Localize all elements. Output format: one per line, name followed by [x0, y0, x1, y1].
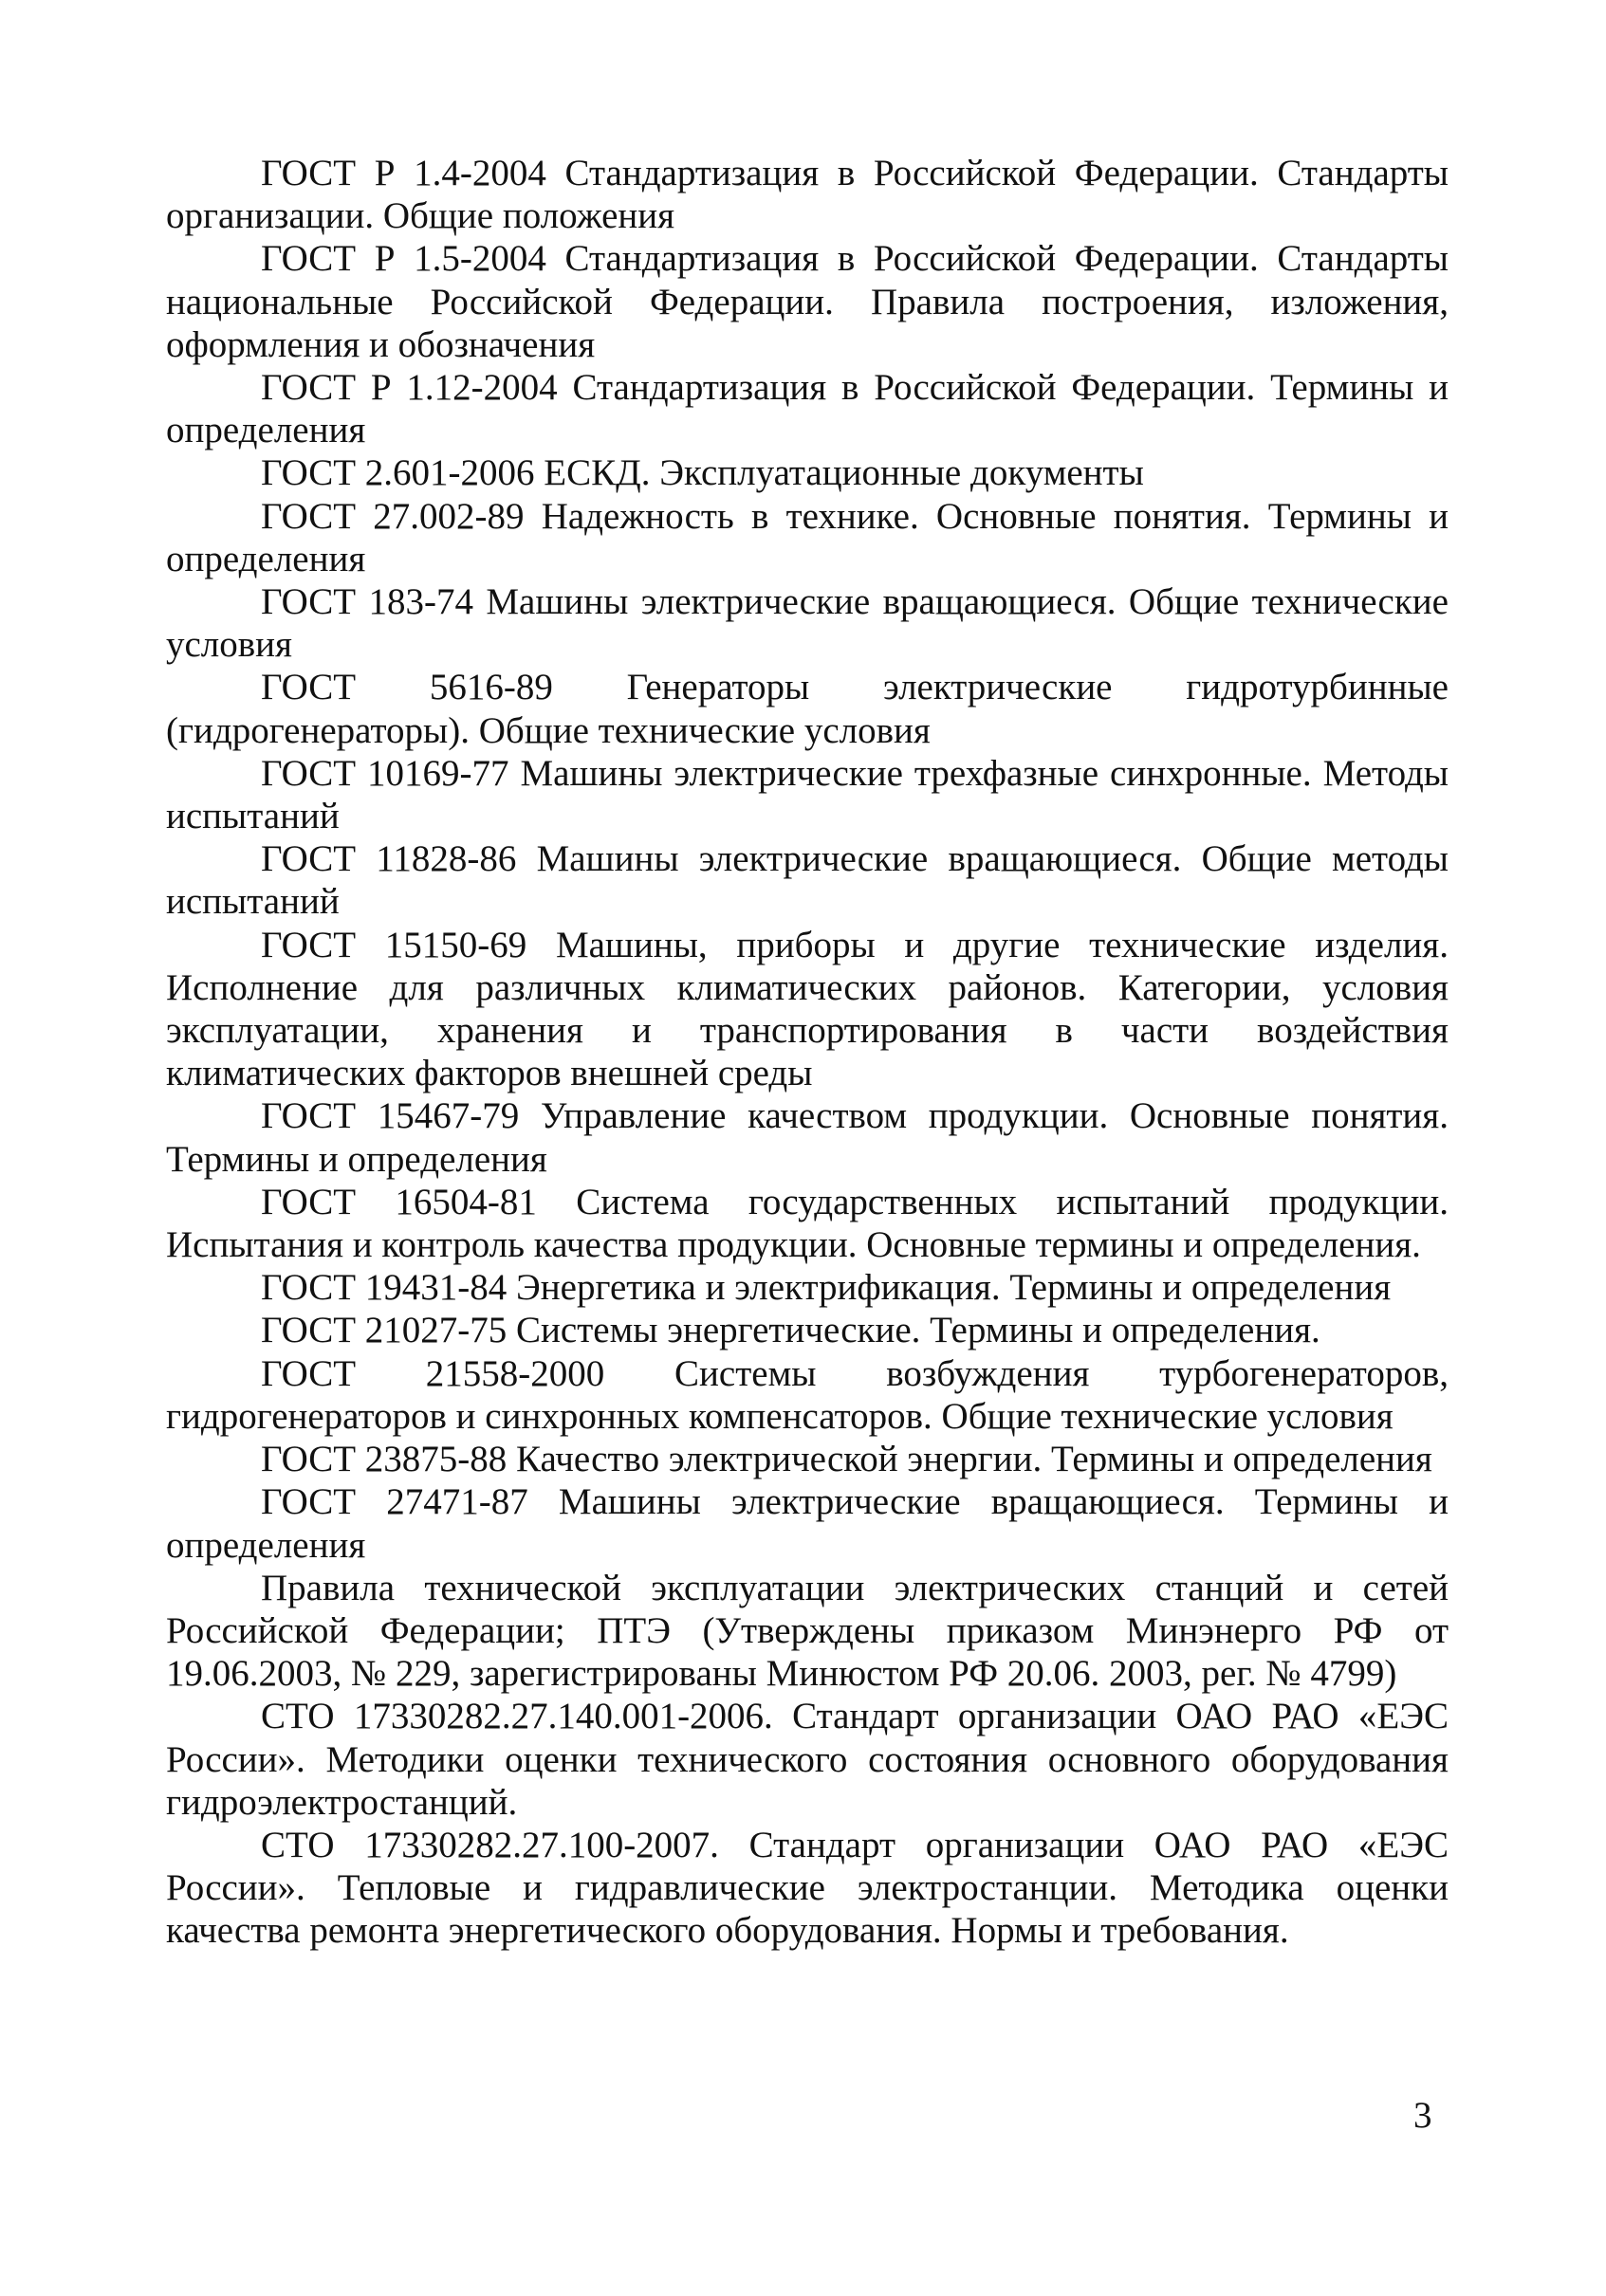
- reference-entry: ГОСТ 11828-86 Машины электрические вращающиеся. Общие методы испытаний: [166, 838, 1449, 923]
- reference-entry: СТО 17330282.27.100-2007. Стандарт организации ОАО РАО «ЕЭС России». Тепловые и гидравлические электростанции. Методика оценки качества ремонта энергетического оборудования. Нормы и требования.: [166, 1824, 1449, 1952]
- reference-entry: ГОСТ 15467-79 Управление качеством продукции. Основные понятия. Термины и определения: [166, 1095, 1449, 1180]
- reference-list: [166, 152, 1449, 1953]
- reference-entry: ГОСТ Р 1.5-2004 Стандартизация в Российской Федерации. Стандарты национальные Российской Федерации. Правила построения, изложения, оформления и обозначения: [166, 238, 1449, 365]
- reference-entry: ГОСТ 21558-2000 Системы возбуждения турбогенераторов, гидрогенераторов и синхронных компенсаторов. Общие технические условия: [166, 1352, 1449, 1437]
- reference-entry: ГОСТ 23875-88 Качество электрической энергии. Термины и определения: [261, 1439, 1432, 1480]
- page-number: 3: [1413, 2095, 1432, 2136]
- reference-entry: ГОСТ 19431-84 Энергетика и электрификация. Термины и определения: [261, 1267, 1392, 1309]
- reference-entry: ГОСТ 10169-77 Машины электрические трехфазные синхронные. Методы испытаний: [166, 752, 1449, 837]
- reference-entry: ГОСТ Р 1.12-2004 Стандартизация в Российской Федерации. Термины и определения: [166, 367, 1449, 451]
- reference-entry: ГОСТ 27471-87 Машины электрические вращающиеся. Термины и определения: [166, 1481, 1449, 1566]
- reference-entry: Правила технической эксплуатации электрических станций и сетей Российской Федерации; ПТЭ (Утверждены приказом Минэнерго РФ от 19.06.2003, № 229, зарегистрированы Минюстом РФ 20.06. 2003, рег. № 4799): [166, 1567, 1449, 1695]
- reference-entry: ГОСТ 15150-69 Машины, приборы и другие технические изделия. Исполнение для различных климатических районов. Категории, условия эксплуатации, хранения и транспортирования в части воздействия климатических факторов внешней среды: [166, 924, 1449, 1094]
- reference-entry: ГОСТ 27.002-89 Надежность в технике. Основные понятия. Термины и определения: [166, 495, 1449, 579]
- reference-entry: ГОСТ 21027-75 Системы энергетические. Термины и определения.: [261, 1310, 1320, 1351]
- reference-entry: ГОСТ 16504-81 Система государственных испытаний продукции. Испытания и контроль качества продукции. Основные термины и определения.: [166, 1181, 1449, 1266]
- reference-entry: ГОСТ 2.601-2006 ЕСКД. Эксплуатационные документы: [261, 452, 1144, 494]
- reference-entry: ГОСТ 183-74 Машины электрические вращающиеся. Общие технические условия: [166, 581, 1449, 666]
- reference-entry: ГОСТ 5616-89 Генераторы электрические гидротурбинные (гидрогенераторы). Общие технические условия: [166, 667, 1449, 751]
- reference-entry: СТО 17330282.27.140.001-2006. Стандарт организации ОАО РАО «ЕЭС России». Методики оценки технического состояния основного оборудования гидроэлектростанций.: [166, 1696, 1449, 1823]
- reference-entry: ГОСТ Р 1.4-2004 Стандартизация в Российской Федерации. Стандарты организации. Общие положения: [166, 153, 1449, 237]
